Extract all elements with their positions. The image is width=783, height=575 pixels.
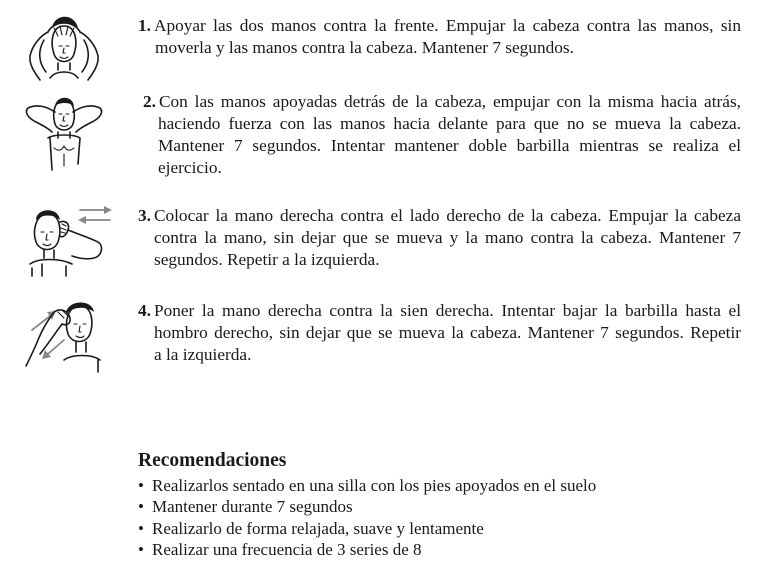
exercise-1-line-1: Apoyar las dos manos contra la frente. Empujar la cabeza contra las manos, sin (153, 16, 741, 35)
exercise-3-number: 3. (138, 206, 151, 225)
bullet: • (138, 497, 144, 517)
recommendations-section (138, 449, 596, 560)
exercise-3-text (138, 205, 741, 271)
hands-behind-head-figure-icon (14, 92, 126, 174)
list-item-text: Realizarlos sentado en una silla con los pies apoyados en el suelo (152, 476, 597, 495)
bullet: • (138, 518, 144, 538)
hands-on-forehead-figure-icon (14, 6, 126, 86)
exercise-4-number: 4. (138, 301, 151, 320)
list-item-text: Mantener durante 7 segundos (152, 497, 353, 517)
exercise-2-line-2: haciendo fuerza con las manos hacia delante para que no se mueva la cabeza. (158, 114, 741, 133)
list-item-text: Realizarlo de forma relajada, suave y lentamente (152, 518, 484, 538)
bullet: • (138, 539, 144, 559)
exercise-1-line-2: moverla y las manos contra la cabeza. Mantener 7 segundos. (155, 38, 574, 57)
exercise-2-line-1: Con las manos apoyadas detrás de la cabeza, empujar con la misma hacia atrás, (158, 92, 741, 111)
list-item (138, 475, 596, 496)
exercise-4-text (138, 300, 741, 366)
exercise-4-line-1: Poner la mano derecha contra la sien derecha. Intentar bajar la barbilla hasta el (153, 301, 741, 320)
list-item-text: Realizar una frecuencia de 3 series de 8 (152, 539, 422, 559)
exercise-4-line-3: a la izquierda. (154, 345, 252, 364)
exercise-2-number: 2. (143, 92, 156, 111)
list-item (138, 518, 596, 539)
exercise-2-text (143, 91, 741, 179)
list-item (138, 496, 596, 517)
exercise-4-line-2: hombro derecho, sin dejar que se mueva la cabeza. Mantener 7 segundos. Repetir (154, 323, 741, 342)
exercise-3-line-3: segundos. Repetir a la izquierda. (154, 250, 380, 269)
exercise-3-line-2: contra la mano, sin dejar que se mueva y la mano contra la cabeza. Mantener 7 (154, 228, 741, 247)
bullet: • (138, 476, 144, 495)
hand-on-temple-figure-icon (14, 296, 126, 376)
exercise-1-number: 1. (138, 16, 151, 35)
exercise-2-line-4: ejercicio. (158, 158, 222, 177)
exercise-2-line-3: Mantener 7 segundos. Intentar mantener doble barbilla mientras se realiza el (158, 136, 741, 155)
exercise-1-text (138, 15, 741, 59)
recommendations-title: Recomendaciones (138, 450, 287, 471)
recommendations-list (138, 475, 596, 560)
list-item (138, 539, 596, 560)
exercise-3-line-1: Colocar la mano derecha contra el lado derecho de la cabeza. Empujar la cabeza (153, 206, 741, 225)
hand-on-side-of-head-figure-icon (14, 200, 126, 280)
